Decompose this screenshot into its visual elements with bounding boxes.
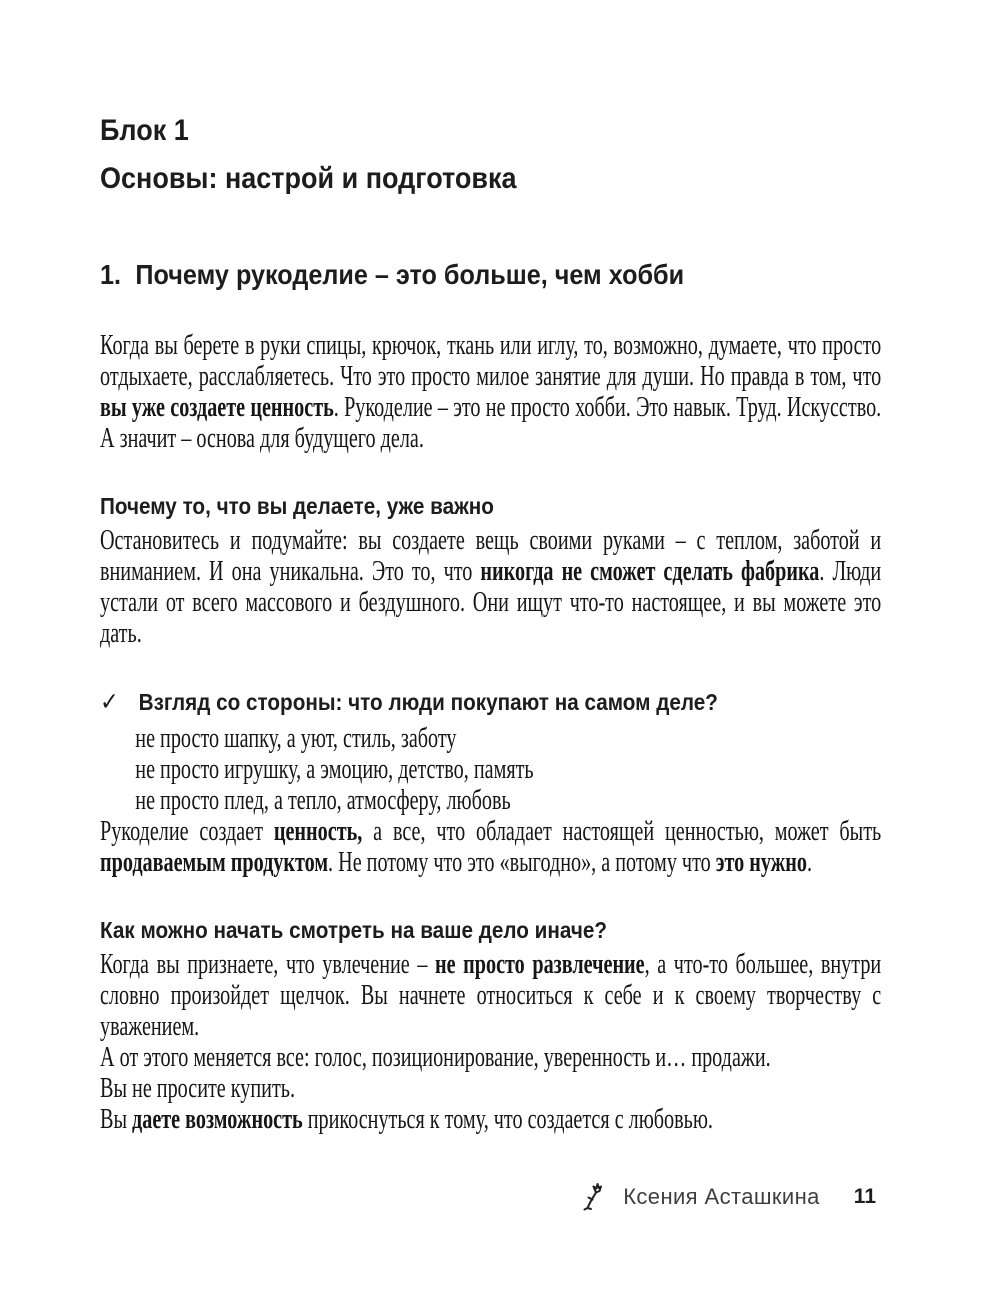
page-content xyxy=(100,113,986,1135)
page-number: 11 xyxy=(853,1184,876,1208)
paragraph-look-differently: Когда вы признаете, что увлечение – не просто развлечение, а что-то большее, внутри словно произойдет щелчок. Вы начнете относиться к себе и к своему творчеству с уважением. А от этого меняется все: голос, позиционирование, уверенность и… продажи. Вы не просите купить. Вы даете возможность прикоснуться к тому, что создается с любовью. xyxy=(100,949,882,1135)
block-label: Блок 1 xyxy=(100,114,189,147)
list-item: не просто шапку, а уют, стиль, заботу xyxy=(135,723,457,754)
list-item: не просто плед, а тепло, атмосферу, любовь xyxy=(135,785,511,816)
paragraph-value: Рукоделие создает ценность, а все, что обладает настоящей ценностью, может быть продаваемым продуктом. Не потому что это «выгодно», а потому что это нужно. xyxy=(100,816,882,878)
subsection-title-why-important: Почему то, что вы делаете, уже важно xyxy=(100,493,494,519)
callout-heading xyxy=(100,687,986,717)
author-name: Ксения Асташкина xyxy=(623,1183,820,1209)
section-number: 1. xyxy=(100,259,122,290)
paragraph-why-important: Остановитесь и подумайте: вы создаете вещь своими руками – с теплом, заботой и вниманием. И она уникальна. Это то, что никогда не сможет сделать фабрика. Люди устали от всего массового и бездушного. Они ищут что-то настоящее, и вы можете это дать. xyxy=(100,525,882,649)
paragraph-intro: Когда вы берете в руки спицы, крючок, ткань или иглу, то, возможно, думаете, что просто отдыхаете, расслабляетесь. Что это просто милое занятие для души. Но правда в том, что вы уже создаете ценность. Рукоделие – это не просто хобби. Это навык. Труд. Искусство. А значит – основа для будущего дела. xyxy=(100,330,882,454)
cat-logo-icon xyxy=(583,1182,602,1211)
page-footer xyxy=(583,1182,876,1211)
checkmark-icon: ✓ xyxy=(100,688,119,716)
subsection-title-look-differently: Как можно начать смотреть на ваше дело иначе? xyxy=(100,917,608,943)
section-title xyxy=(100,258,897,292)
callout-title: Взгляд со стороны: что люди покупают на самом деле? xyxy=(138,689,718,715)
list-item: не просто игрушку, а эмоцию, детство, память xyxy=(135,754,534,785)
callout-list xyxy=(100,723,916,816)
block-title: Основы: настрой и подготовка xyxy=(100,162,517,195)
section-title-text: Почему рукоделие – это больше, чем хобби xyxy=(135,259,685,290)
